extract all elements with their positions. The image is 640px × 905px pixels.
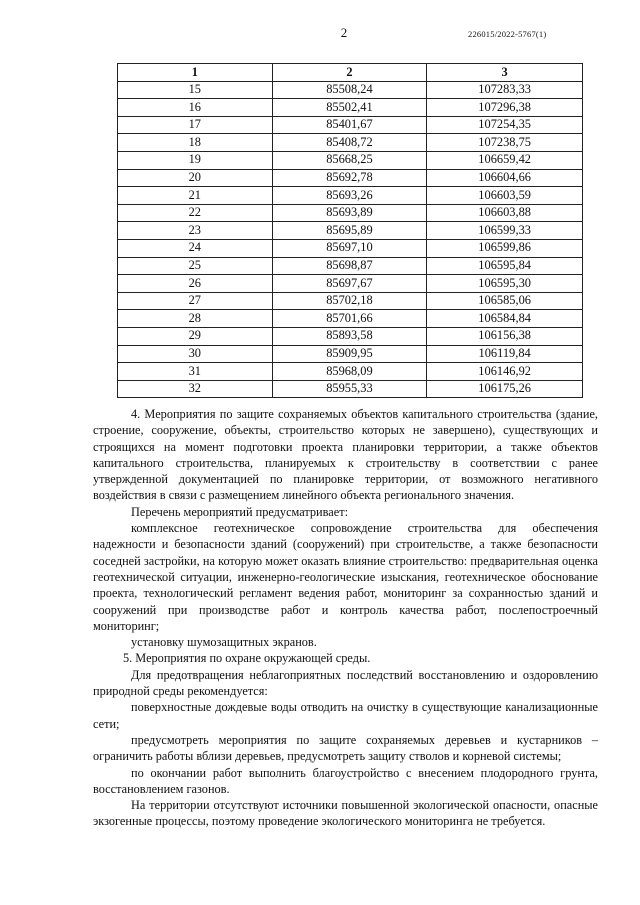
paragraph-measures-protection: 4. Мероприятия по защите сохраняемых объектов капитального строительства (здание, строение, сооружение, объекты, строительство которых не завершено), существующих и строящихся на момент подготовки проекта планировки территории, а также объектов капитального строительства, планируемых к строительству в соответствии с ранее утвержденной документацией по планировке территории, от возможного негативного воздействия в связи с размещением линейного объекта регионального значения.	[93, 407, 598, 503]
table-cell: 106604,66	[427, 169, 583, 187]
table-cell: 29	[118, 327, 273, 345]
table-row	[118, 151, 583, 169]
table-row	[118, 239, 583, 257]
table-cell: 85697,10	[272, 239, 427, 257]
table-cell: 23	[118, 222, 273, 240]
table-cell: 85697,67	[272, 275, 427, 293]
table-cell: 85955,33	[272, 380, 427, 398]
table-cell: 85893,58	[272, 327, 427, 345]
table-cell: 106659,42	[427, 151, 583, 169]
document-id: 226015/2022-5767(1)	[468, 29, 547, 39]
table-cell: 28	[118, 310, 273, 328]
table-row	[118, 363, 583, 381]
table-cell: 85702,18	[272, 292, 427, 310]
table-cell: 85698,87	[272, 257, 427, 275]
table-cell: 106599,86	[427, 239, 583, 257]
table-cell: 106603,88	[427, 204, 583, 222]
table-cell: 107254,35	[427, 116, 583, 134]
table-cell: 85968,09	[272, 363, 427, 381]
table-cell: 85693,89	[272, 204, 427, 222]
table-cell: 85502,41	[272, 99, 427, 117]
table-row	[118, 81, 583, 99]
table-cell: 19	[118, 151, 273, 169]
table-cell: 31	[118, 363, 273, 381]
table-cell: 106175,26	[427, 380, 583, 398]
table-cell: 16	[118, 99, 273, 117]
paragraph-list-intro: Перечень мероприятий предусматривает:	[131, 504, 348, 519]
table-cell: 106585,06	[427, 292, 583, 310]
table-cell: 106599,33	[427, 222, 583, 240]
table-cell: 85668,25	[272, 151, 427, 169]
table-cell: 17	[118, 116, 273, 134]
paragraph-noise-screens: установку шумозащитных экранов.	[131, 635, 317, 650]
table-row	[118, 187, 583, 205]
paragraph-geotechnical: комплексное геотехническое сопровождение строительства для обеспечения надежности и безопасности зданий (сооружений) при строительстве, а также безопасности соседней застройки, на которую может оказать влияние строительство: предварительная оценка геотехнической ситуации, инженерно-геологические изыскания, геотехническое обоснование проекта, технологический регламент ведения работ, мониторинг за сохранностью зданий и сооружений при производстве работ и контроль качества работ, послепостроечный мониторинг;	[93, 521, 598, 633]
coordinates-table	[117, 63, 583, 398]
column-header: 1	[118, 64, 273, 82]
column-header: 3	[427, 64, 583, 82]
table-cell: 30	[118, 345, 273, 363]
paragraph-tree-protection: предусмотреть мероприятия по защите сохраняемых деревьев и кустарников – ограничить работы вблизи деревьев, предусмотреть защиту стволов и корневой системы;	[93, 732, 598, 764]
table-cell: 15	[118, 81, 273, 99]
table-cell: 85693,26	[272, 187, 427, 205]
table-cell: 20	[118, 169, 273, 187]
table-cell: 22	[118, 204, 273, 222]
paragraph-rainwater: поверхностные дождевые воды отводить на очистку в существующие канализационные сети;	[93, 700, 598, 731]
table-header-row	[118, 64, 583, 82]
document-body	[93, 406, 598, 830]
table-cell: 26	[118, 275, 273, 293]
column-header: 2	[272, 64, 427, 82]
paragraph-recommendations-intro: Для предотвращения неблагоприятных последствий восстановлению и оздоровлению природной среды рекомендуется:	[93, 667, 598, 699]
table-cell: 85909,95	[272, 345, 427, 363]
table-row	[118, 204, 583, 222]
table-cell: 107283,33	[427, 81, 583, 99]
table-cell: 85692,78	[272, 169, 427, 187]
table-cell: 106146,92	[427, 363, 583, 381]
table-row	[118, 257, 583, 275]
table-cell: 21	[118, 187, 273, 205]
table-cell: 107238,75	[427, 134, 583, 152]
table-row	[118, 327, 583, 345]
table-cell: 106595,84	[427, 257, 583, 275]
table-cell: 27	[118, 292, 273, 310]
table-row	[118, 380, 583, 398]
table-cell: 85508,24	[272, 81, 427, 99]
table-cell: 106584,84	[427, 310, 583, 328]
table-cell: 106156,38	[427, 327, 583, 345]
table-row	[118, 99, 583, 117]
table-cell: 32	[118, 380, 273, 398]
page-number: 2	[340, 25, 348, 40]
table-cell: 85408,72	[272, 134, 427, 152]
table-cell: 85701,66	[272, 310, 427, 328]
table-row	[118, 169, 583, 187]
table-cell: 85401,67	[272, 116, 427, 134]
table-cell: 18	[118, 134, 273, 152]
table-cell: 106603,59	[427, 187, 583, 205]
table-cell: 85695,89	[272, 222, 427, 240]
table-row	[118, 116, 583, 134]
table-row	[118, 275, 583, 293]
paragraph-environment-heading: 5. Мероприятия по охране окружающей среды.	[123, 651, 371, 666]
table-cell: 25	[118, 257, 273, 275]
table-row	[118, 310, 583, 328]
table-cell: 106119,84	[427, 345, 583, 363]
table-row	[118, 134, 583, 152]
table-row	[118, 345, 583, 363]
table-row	[118, 222, 583, 240]
table-cell: 106595,30	[427, 275, 583, 293]
table-body	[118, 81, 583, 398]
table-cell: 107296,38	[427, 99, 583, 117]
table-row	[118, 292, 583, 310]
paragraph-monitoring: На территории отсутствуют источники повышенной экологической опасности, опасные экзогенные процессы, поэтому проведение экологического мониторинга не требуется.	[93, 798, 598, 829]
table-cell: 24	[118, 239, 273, 257]
paragraph-landscaping: по окончании работ выполнить благоустройство с внесением плодородного грунта, восстановлением газонов.	[93, 765, 598, 796]
